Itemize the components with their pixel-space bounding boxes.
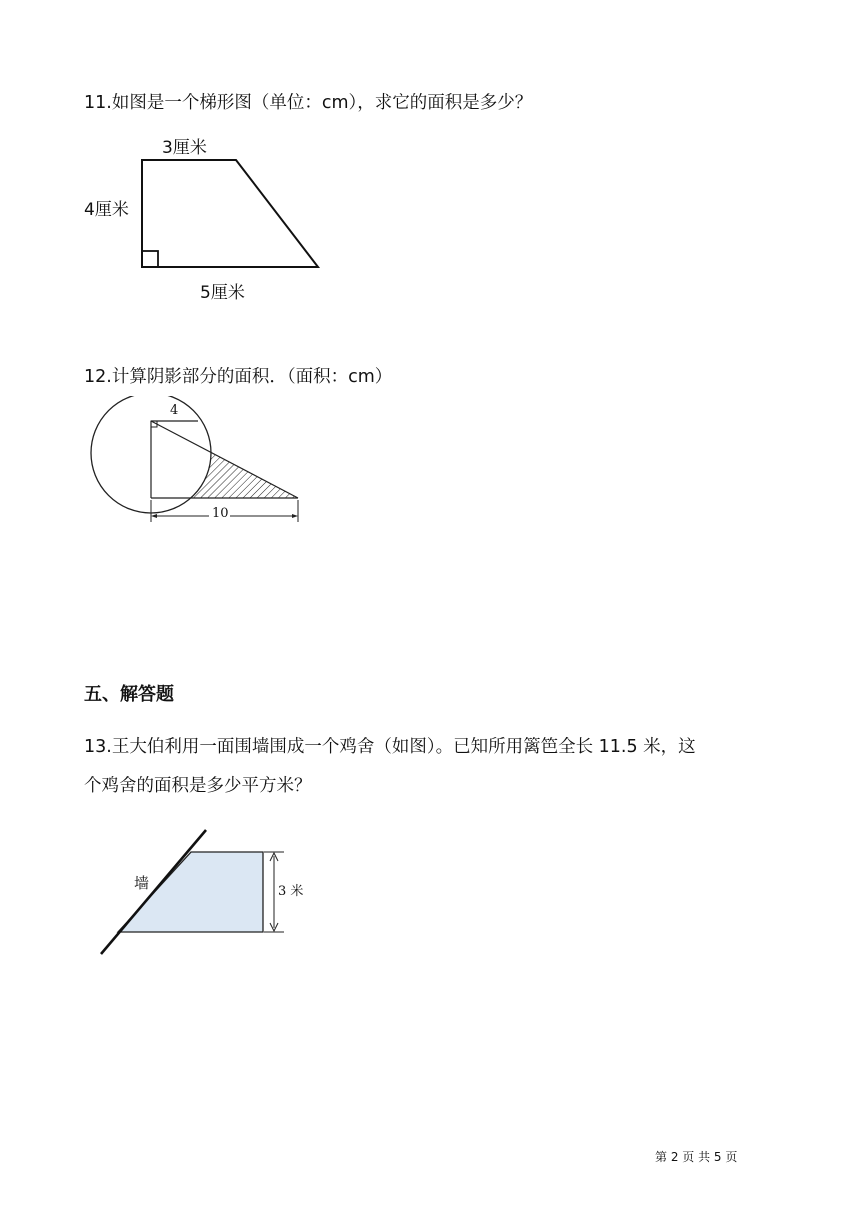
- page-footer: 第 2 页 共 5 页: [655, 1150, 738, 1164]
- trapezoid-top-label: 3厘米: [162, 138, 207, 158]
- base-length-label: 10: [212, 506, 229, 521]
- question-11-text: 11.如图是一个梯形图（单位：cm），求它的面积是多少？: [84, 93, 533, 113]
- trapezoid-shape: [142, 160, 318, 267]
- question-13-line2: 个鸡舍的面积是多少平方米？: [84, 776, 312, 796]
- section-title: 五、解答题: [84, 684, 174, 705]
- trapezoid-left-label: 4厘米: [84, 200, 129, 220]
- wall-label: 墙: [134, 874, 150, 892]
- height-label: 3 米: [278, 884, 304, 899]
- right-angle-mark: [142, 251, 158, 267]
- question-12-text: 12.计算阴影部分的面积．（面积：cm）: [84, 367, 393, 387]
- question-13-line1: 13.王大伯利用一面围墙围成一个鸡舍（如图）。已知所用篱笆全长 11.5 米，这: [84, 737, 696, 757]
- chicken-coop-figure: [90, 820, 310, 960]
- radius-label: 4: [170, 403, 179, 418]
- trapezoid-bottom-label: 5厘米: [200, 283, 245, 303]
- circle-shaded-figure: [90, 396, 310, 530]
